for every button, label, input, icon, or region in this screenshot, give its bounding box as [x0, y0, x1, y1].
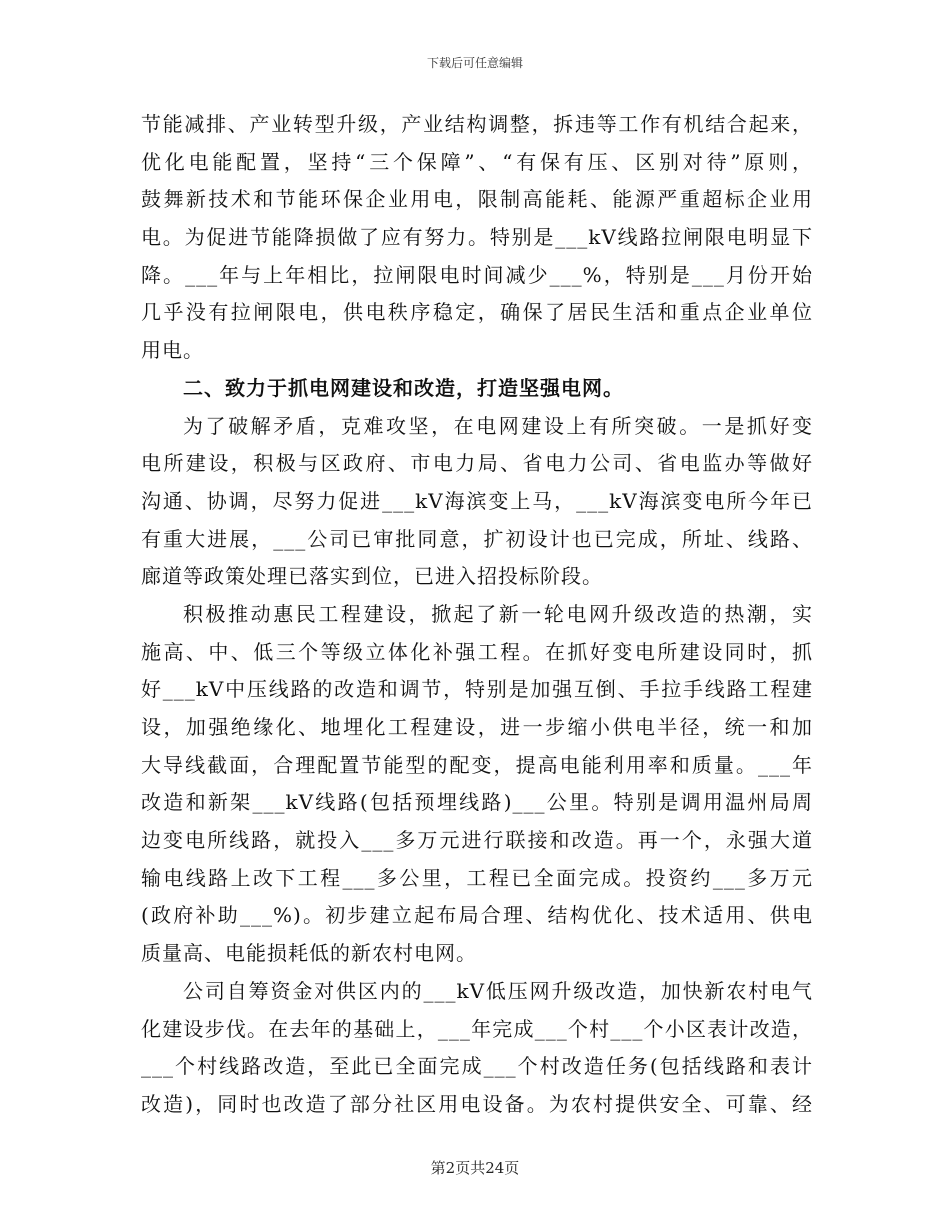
text-line: 降。___年与上年相比，拉闸限电时间减少___%，特别是___月份开始: [141, 262, 813, 287]
page-footer: 第2页共24页: [430, 1159, 520, 1177]
text-line: 鼓舞新技术和节能环保企业用电，限制高能耗、能源严重超标企业用: [141, 187, 813, 212]
text-line: 电所建设，积极与区政府、市电力局、省电力公司、省电监办等做好: [141, 451, 813, 476]
text-line: 边变电所线路，就投入___多万元进行联接和改造。再一个，永强大道: [141, 828, 813, 853]
text-line: 公司自筹资金对供区内的___kV低压网升级改造，加快新农村电气: [183, 978, 813, 1003]
text-line: 改造和新架___kV线路(包括预埋线路)___公里。特别是调用温州局周: [141, 790, 813, 815]
text-line: 电。为促进节能降损做了应有努力。特别是___kV线路拉闸限电明显下: [141, 225, 813, 250]
text-line: 廊道等政策处理已落实到位，已进入招投标阶段。: [141, 564, 603, 589]
text-line: 优化电能配置，坚持“三个保障”、“有保有压、区别对待”原则，: [141, 149, 813, 174]
section-heading: 二、致力于抓电网建设和改造，打造坚强电网。: [183, 375, 624, 400]
document-body: [141, 106, 813, 1124]
text-line: ___个村线路改造，至此已全面完成___个村改造任务(包括线路和表计: [141, 1054, 813, 1079]
text-line: 为了破解矛盾，克难攻坚，在电网建设上有所突破。一是抓好变: [183, 413, 813, 438]
text-line: 好___kV中压线路的改造和调节，特别是加强互倒、手拉手线路工程建: [141, 677, 813, 702]
text-line: 施高、中、低三个等级立体化补强工程。在抓好变电所建设同时，抓: [141, 639, 813, 664]
text-line: 质量高、电能损耗低的新农村电网。: [141, 941, 477, 966]
page-header: 下载后可任意编辑: [426, 56, 523, 70]
text-line: 用电。: [141, 338, 204, 363]
text-line: 化建设步伐。在去年的基础上，___年完成___个村___个小区表计改造，: [141, 1016, 813, 1041]
text-line: 几乎没有拉闸限电，供电秩序稳定，确保了居民生活和重点企业单位: [141, 300, 813, 325]
text-line: 输电线路上改下工程___多公里，工程已全面完成。投资约___多万元: [141, 865, 813, 890]
text-line: 改造)，同时也改造了部分社区用电设备。为农村提供安全、可靠、经: [141, 1091, 813, 1116]
text-line: 设，加强绝缘化、地埋化工程建设，进一步缩小供电半径，统一和加: [141, 715, 813, 739]
text-line: 沟通、协调，尽努力促进___kV海滨变上马，___kV海滨变电所今年已: [141, 488, 813, 513]
text-line: 节能减排、产业转型升级，产业结构调整，拆违等工作有机结合起来，: [141, 112, 813, 136]
text-line: 大导线截面，合理配置节能型的配变，提高电能利用率和质量。___年: [141, 752, 813, 777]
text-line: (政府补助___%)。初步建立起布局合理、结构优化、技术适用、供电: [141, 903, 813, 928]
text-line: 有重大进展，___公司已审批同意，扩初设计也已完成，所址、线路、: [141, 526, 813, 551]
text-line: 积极推动惠民工程建设，掀起了新一轮电网升级改造的热潮，实: [183, 601, 813, 626]
